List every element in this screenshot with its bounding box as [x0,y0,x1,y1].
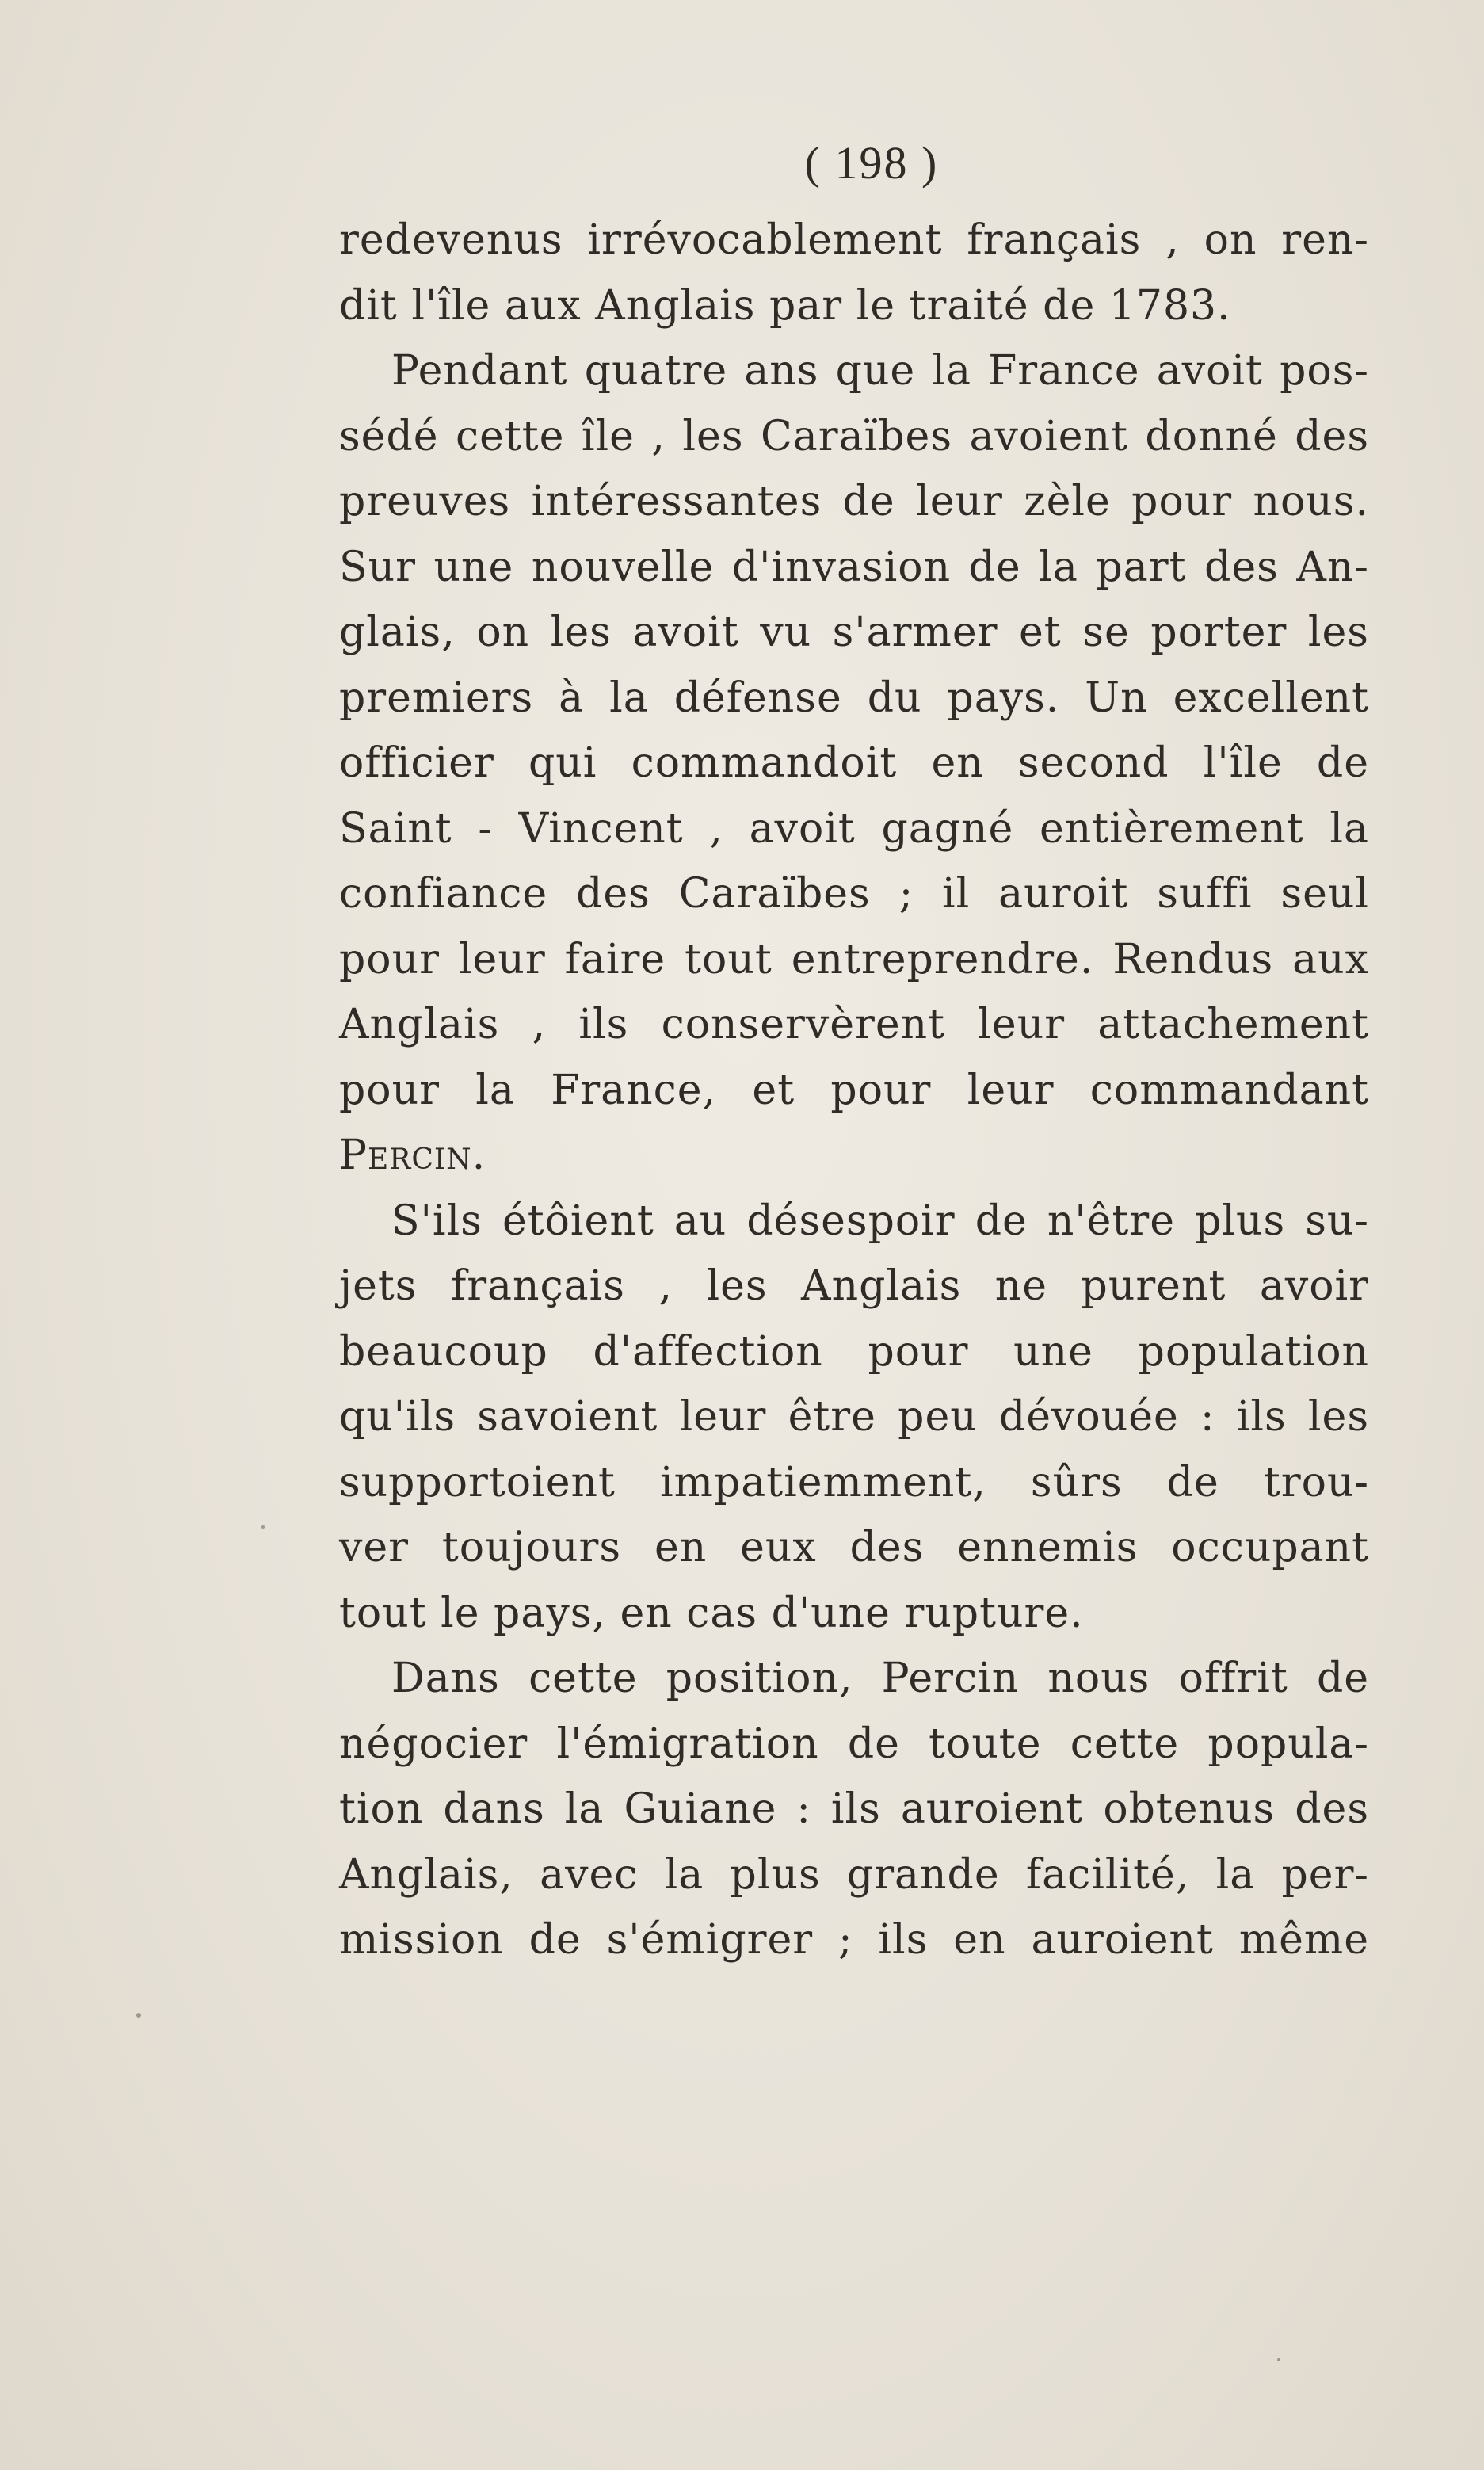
text-line: Sur une nouvelle d'invasion de la part des An- [339,543,1369,591]
text-line: Pendant quatre ans que la France avoit pos- [391,347,1369,395]
text-line: tout le pays, en cas d'une rupture. [339,1589,1084,1637]
text-line: Saint - Vincent , avoit gagné entièrement la [339,804,1369,853]
text-line: dit l'île aux Anglais par le traité de 1783. [339,281,1231,330]
text-line: glais, on les avoit vu s'armer et se porter les [339,609,1369,656]
text-line: pour la France, et pour leur commandant [339,1066,1369,1114]
text-line: redevenus irrévocablement français , on ren- [339,216,1369,264]
paper-speck [261,1525,265,1529]
text-line: Anglais, avec la plus grande facilité, la per- [339,1850,1369,1899]
text-line: négocier l'émigration de toute cette popula- [339,1720,1369,1768]
text-line: tion dans la Guiane : ils auroient obtenus des [339,1785,1369,1833]
paper-speck [136,2013,141,2018]
paper-speck [1277,2358,1280,2361]
text-line: jets français , les Anglais ne purent avoir [339,1262,1369,1310]
text-line: officier qui commandoit en second l'île de [339,739,1369,787]
text-line: preuves intéressantes de leur zèle pour nous. [339,478,1369,525]
text-line: mission de s'émigrer ; ils en auroient même [339,1916,1369,1964]
text-line: supportoient impatiemment, sûrs de trou- [339,1458,1369,1506]
text-line: confiance des Caraïbes ; il auroit suffi seul [339,870,1369,918]
text-line: premiers à la défense du pays. Un excellent [339,674,1369,722]
text-line: pour leur faire tout entreprendre. Rendus aux [339,935,1369,983]
body-text [339,208,1369,1973]
text-line: sédé cette île , les Caraïbes avoient donné des [339,412,1369,460]
text-line: Anglais , ils conservèrent leur attachement [339,1001,1369,1048]
text-line: S'ils étôient au désespoir de n'être plus su- [391,1197,1369,1245]
text-line: Percin. [339,1132,486,1179]
text-line: ver toujours en eux des ennemis occupant [339,1524,1369,1571]
text-line: Dans cette position, Percin nous offrit de [391,1655,1369,1702]
text-line: beaucoup d'affection pour une population [339,1327,1369,1376]
page-number: ( 198 ) [804,137,939,189]
text-line: qu'ils savoient leur être peu dévouée : ils les [339,1393,1369,1441]
